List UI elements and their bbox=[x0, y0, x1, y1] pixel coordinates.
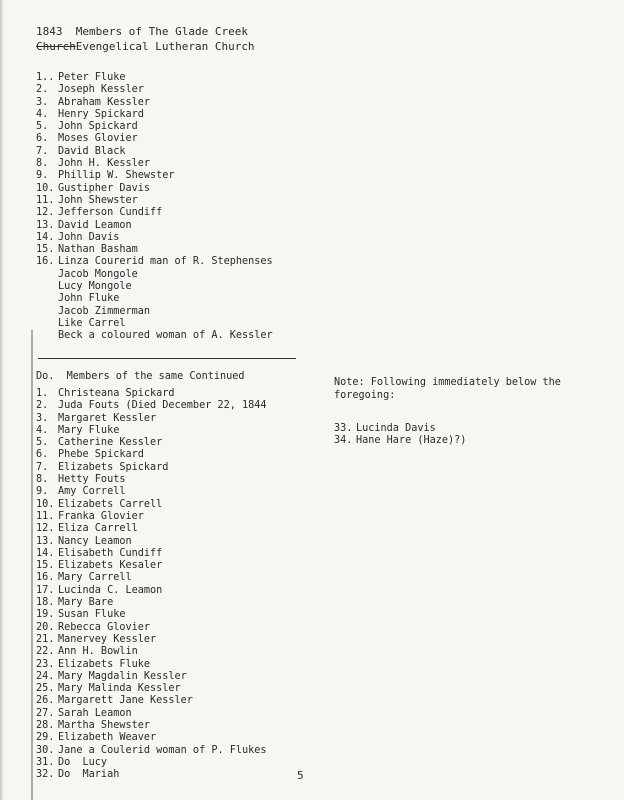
list-item bbox=[36, 659, 267, 671]
item-name: Lucy Mongole bbox=[58, 281, 132, 293]
list-item bbox=[36, 585, 267, 597]
item-name: Amy Correll bbox=[58, 486, 126, 498]
list-item bbox=[36, 425, 267, 437]
list-item bbox=[36, 388, 267, 400]
list-item bbox=[36, 330, 273, 342]
item-name: Ann H. Bowlin bbox=[58, 646, 138, 658]
list-item bbox=[36, 97, 273, 109]
list-item bbox=[36, 256, 273, 268]
item-number bbox=[36, 318, 58, 330]
item-name: David Leamon bbox=[58, 219, 132, 231]
item-number: 1. bbox=[36, 388, 49, 399]
list-item bbox=[36, 634, 267, 646]
item-name: Catherine Kessler bbox=[58, 437, 163, 449]
item-name: Beck a coloured woman of A. Kessler bbox=[58, 330, 273, 342]
list-item bbox=[36, 462, 267, 474]
item-name: Henry Spickard bbox=[58, 108, 144, 120]
item-number: 10. bbox=[36, 498, 55, 510]
list-item bbox=[36, 757, 267, 769]
church-name: Evengelical Lutheran Church bbox=[75, 40, 255, 53]
list-item bbox=[36, 207, 273, 219]
struck-word: Church bbox=[36, 40, 76, 53]
item-name: Martha Shewster bbox=[58, 720, 151, 732]
list-item bbox=[36, 158, 273, 170]
list-item bbox=[36, 293, 273, 305]
item-number: 6. bbox=[36, 133, 49, 145]
item-name: Joseph Kessler bbox=[58, 84, 144, 96]
item-name: John Davis bbox=[58, 231, 120, 243]
item-number: 12. bbox=[36, 207, 55, 219]
item-number: 7. bbox=[36, 461, 49, 473]
list-item bbox=[36, 72, 273, 84]
item-name: Jacob Mongole bbox=[58, 268, 138, 280]
item-name: Jefferson Cundiff bbox=[58, 207, 163, 219]
item-name: Nancy Leamon bbox=[58, 535, 132, 547]
list-item bbox=[36, 511, 267, 523]
list-item bbox=[36, 486, 267, 498]
list-item bbox=[36, 536, 267, 548]
item-number: 20. bbox=[36, 621, 55, 633]
item-name: Manervey Kessler bbox=[58, 633, 157, 645]
first-member-list bbox=[36, 72, 273, 343]
item-name: Susan Fluke bbox=[58, 609, 126, 621]
item-name: Elizabeth Weaver bbox=[58, 732, 157, 744]
note-entries bbox=[334, 423, 466, 448]
list-item bbox=[36, 400, 267, 412]
item-number bbox=[36, 269, 58, 281]
item-number: 30. bbox=[36, 744, 55, 756]
item-name: Hetty Fouts bbox=[58, 474, 126, 486]
item-number: 13. bbox=[36, 535, 55, 547]
list-item bbox=[36, 183, 273, 195]
item-number: 31. bbox=[36, 756, 55, 768]
item-number bbox=[36, 293, 58, 305]
list-item bbox=[36, 449, 267, 461]
item-number: 10. bbox=[36, 182, 55, 194]
list-item bbox=[36, 121, 273, 133]
item-name: John H. Kessler bbox=[58, 158, 151, 170]
list-item bbox=[36, 646, 267, 658]
item-number: 24. bbox=[36, 670, 55, 682]
list-item bbox=[36, 560, 267, 572]
item-name: Do Mariah bbox=[58, 769, 120, 781]
item-name: John Spickard bbox=[58, 121, 138, 133]
item-name: John Fluke bbox=[58, 293, 120, 305]
item-name: Mary Carrell bbox=[58, 572, 132, 584]
header-title-line bbox=[36, 24, 255, 39]
item-number: 21. bbox=[36, 633, 55, 645]
item-number: 11. bbox=[36, 194, 55, 206]
item-number: 22. bbox=[36, 646, 55, 658]
item-number bbox=[36, 306, 58, 318]
continued-title: Do. Members of the same Continued bbox=[36, 371, 245, 382]
list-item bbox=[36, 695, 267, 707]
item-name: Eliza Carrell bbox=[58, 523, 138, 535]
item-number: 18. bbox=[36, 597, 55, 609]
list-item bbox=[36, 244, 273, 256]
item-number: 15. bbox=[36, 244, 55, 256]
list-item bbox=[334, 435, 466, 447]
item-number: 23. bbox=[36, 658, 55, 670]
list-item bbox=[36, 232, 273, 244]
item-name: Elizabets Carrell bbox=[58, 498, 163, 510]
list-item bbox=[36, 133, 273, 145]
item-name: Peter Fluke bbox=[58, 72, 126, 83]
list-item bbox=[36, 745, 267, 757]
binding-mark bbox=[31, 330, 33, 800]
item-name: Linza Courerid man of R. Stephenses bbox=[58, 256, 273, 268]
list-item bbox=[36, 437, 267, 449]
item-name: Like Carrel bbox=[58, 317, 126, 329]
item-name: David Black bbox=[58, 145, 126, 157]
note-text: Note: Following immediately below the foregoing: bbox=[334, 377, 561, 401]
section-separator bbox=[38, 358, 296, 359]
item-number bbox=[36, 330, 58, 342]
item-number: 7. bbox=[36, 145, 49, 157]
list-item bbox=[36, 474, 267, 486]
item-number: 8. bbox=[36, 158, 49, 170]
item-number: 3. bbox=[36, 96, 49, 108]
header-year: 1843 bbox=[36, 25, 63, 38]
item-name: Elizabets Fluke bbox=[58, 658, 151, 670]
item-name: Mary Magdalin Kessler bbox=[58, 670, 187, 682]
list-item bbox=[36, 84, 273, 96]
item-number bbox=[36, 281, 58, 293]
list-item bbox=[36, 622, 267, 634]
item-number: 19. bbox=[36, 609, 55, 621]
item-number: 26. bbox=[36, 695, 55, 707]
item-number: 9. bbox=[36, 170, 49, 182]
item-name: Gustipher Davis bbox=[58, 182, 151, 194]
item-number: 27. bbox=[36, 707, 55, 719]
list-item bbox=[36, 683, 267, 695]
item-name: Lucinda Davis bbox=[356, 423, 436, 434]
item-number: 5. bbox=[36, 437, 49, 449]
list-item bbox=[36, 523, 267, 535]
item-number: 15. bbox=[36, 560, 55, 572]
list-item bbox=[36, 195, 273, 207]
document-header bbox=[36, 24, 255, 54]
item-number: 4. bbox=[36, 108, 49, 120]
list-item bbox=[36, 318, 273, 330]
page-number: 5 bbox=[297, 769, 304, 782]
item-number: 34. bbox=[334, 435, 353, 447]
item-name: Elizabets Spickard bbox=[58, 461, 169, 473]
item-number: 4. bbox=[36, 424, 49, 436]
item-number: 28. bbox=[36, 720, 55, 732]
header-title: Members of The Glade Creek bbox=[75, 25, 248, 38]
item-number: 17. bbox=[36, 584, 55, 596]
item-name: Rebecca Glovier bbox=[58, 621, 151, 633]
item-name: Margarett Jane Kessler bbox=[58, 695, 193, 707]
list-item bbox=[36, 671, 267, 683]
item-number: 29. bbox=[36, 732, 55, 744]
list-item bbox=[36, 609, 267, 621]
item-name: John Shewster bbox=[58, 194, 138, 206]
list-item bbox=[334, 423, 466, 435]
list-item bbox=[36, 708, 267, 720]
second-member-list bbox=[36, 388, 267, 782]
item-name: Mary Malinda Kessler bbox=[58, 683, 181, 695]
item-number: 32. bbox=[36, 769, 55, 781]
item-name: Jane a Coulerid woman of P. Flukes bbox=[58, 744, 267, 756]
item-name: Mary Fluke bbox=[58, 424, 120, 436]
item-name: Mary Bare bbox=[58, 597, 114, 609]
item-name: Lucinda C. Leamon bbox=[58, 584, 163, 596]
list-item bbox=[36, 306, 273, 318]
item-number: 16. bbox=[36, 572, 55, 584]
item-number: 25. bbox=[36, 683, 55, 695]
item-number: 12. bbox=[36, 523, 55, 535]
item-number: 3. bbox=[36, 412, 49, 424]
item-number: 14. bbox=[36, 231, 55, 243]
item-name: Do Lucy bbox=[58, 756, 108, 768]
item-name: Christeana Spickard bbox=[58, 388, 175, 399]
list-item bbox=[36, 769, 267, 781]
item-number: 9. bbox=[36, 486, 49, 498]
item-name: Margaret Kessler bbox=[58, 412, 157, 424]
item-number: 1.. bbox=[36, 72, 55, 83]
item-number: 6. bbox=[36, 449, 49, 461]
item-name: Jacob Zimmerman bbox=[58, 305, 151, 317]
item-number: 11. bbox=[36, 510, 55, 522]
list-item bbox=[36, 548, 267, 560]
item-number: 8. bbox=[36, 474, 49, 486]
list-item bbox=[36, 597, 267, 609]
item-name: Juda Fouts (Died December 22, 1844 bbox=[58, 400, 267, 412]
item-name: Hane Hare (Haze)?) bbox=[356, 435, 467, 447]
item-name: Franka Glovier bbox=[58, 510, 144, 522]
list-item bbox=[36, 170, 273, 182]
list-item bbox=[36, 499, 267, 511]
list-item bbox=[36, 146, 273, 158]
item-number: 16. bbox=[36, 256, 55, 268]
list-item bbox=[36, 220, 273, 232]
item-number: 5. bbox=[36, 121, 49, 133]
item-name: Nathan Basham bbox=[58, 244, 138, 256]
item-number: 2. bbox=[36, 400, 49, 412]
item-name: Elisabeth Cundiff bbox=[58, 547, 163, 559]
item-name: Elizabets Kesaler bbox=[58, 560, 163, 572]
header-church-line bbox=[36, 39, 255, 54]
list-item bbox=[36, 413, 267, 425]
page-edge-shadow bbox=[0, 0, 4, 800]
item-name: Abraham Kessler bbox=[58, 96, 151, 108]
list-item bbox=[36, 281, 273, 293]
item-name: Phebe Spickard bbox=[58, 449, 144, 461]
item-number: 13. bbox=[36, 219, 55, 231]
item-name: Sarah Leamon bbox=[58, 707, 132, 719]
item-number: 33. bbox=[334, 423, 353, 434]
list-item bbox=[36, 109, 273, 121]
list-item bbox=[36, 732, 267, 744]
item-number: 2. bbox=[36, 84, 49, 96]
list-item bbox=[36, 572, 267, 584]
item-number: 14. bbox=[36, 547, 55, 559]
list-item bbox=[36, 269, 273, 281]
list-item bbox=[36, 720, 267, 732]
item-name: Phillip W. Shewster bbox=[58, 170, 175, 182]
item-name: Moses Glovier bbox=[58, 133, 138, 145]
